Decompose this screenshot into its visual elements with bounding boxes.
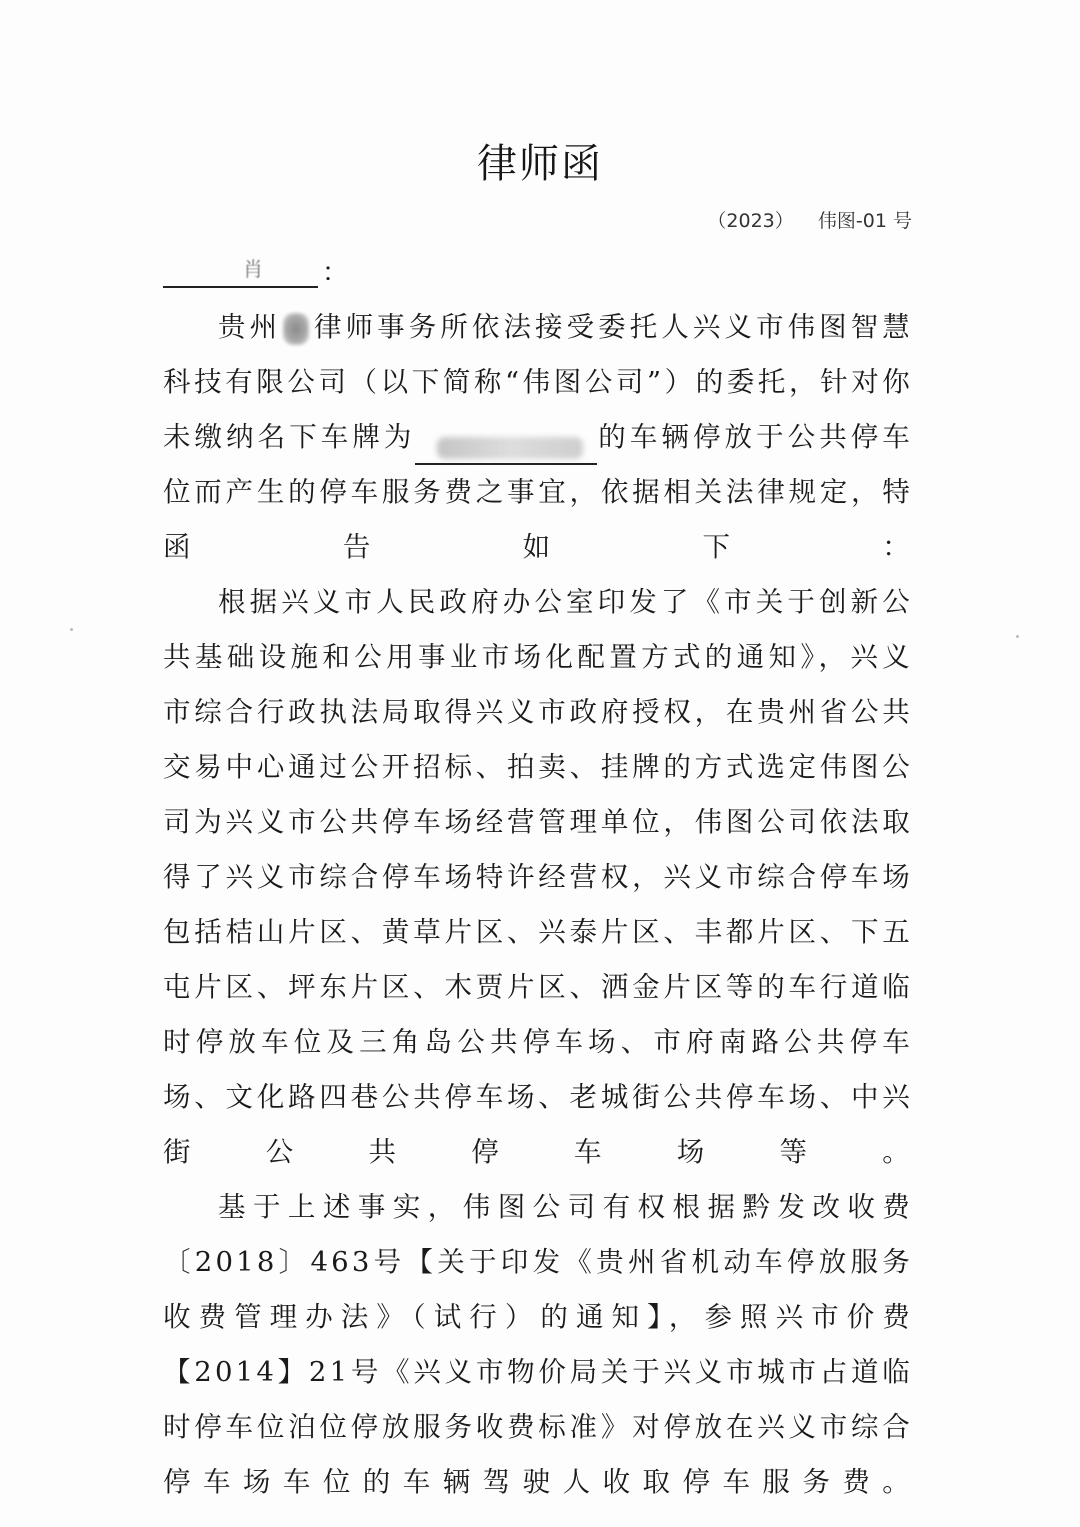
- paragraph-2: 根据兴义市人民政府办公室印发了《市关于创新公共基础设施和公用事业市场化配置方式的通知》，兴义市综合行政执法局取得兴义市政府授权，在贵州省公共交易中心通过公开招标、拍卖、挂牌的方式选定伟图公司为兴义市公共停车场经营管理单位，伟图公司依法取得了兴义市综合停车场特许经营权，兴义市综合停车场包括桔山片区、黄草片区、兴泰片区、丰都片区、下五屯片区、坪东片区、木贾片区、洒金片区等的车行道临时停放车位及三角岛公共停车场、市府南路公共停车场、文化路四巷公共停车场、老城街公共停车场、中兴街公共停车场等。: [163, 586, 913, 1168]
- redaction-mark: [283, 313, 309, 345]
- letter-body: [163, 300, 913, 1510]
- addressee-redacted-name: 肖: [243, 257, 263, 281]
- paragraph-1: [163, 300, 913, 575]
- paragraph-3: 基于上述事实，伟图公司有权根据黔发改收费〔2018〕463号【关于印发《贵州省机动车停放服务收费管理办法》（试行）的通知】，参照兴市价费【2014】21号《兴义市物价局关于兴义市城市占道临时停车位泊位停放服务收费标准》对停放在兴义市综合停车场车位的车辆驾驶人收取停车服务费。: [163, 1191, 913, 1498]
- addressee-blank-line: [163, 256, 318, 288]
- document-number: （2023） 伟图-01 号: [707, 210, 912, 232]
- paragraph-1-middle: 律师事务所依法接受委托人兴义市伟图智慧科技有限公司（以下简称“伟图公司”）的委托，针对你未缴纳名下车牌为: [163, 311, 913, 453]
- document-title: 律师函: [477, 141, 603, 187]
- addressee-colon: ：: [322, 258, 349, 288]
- license-plate-redaction: [437, 437, 583, 459]
- license-plate-blank: [415, 427, 597, 465]
- addressee: [163, 254, 348, 288]
- paragraph-1-start: 贵州: [218, 311, 282, 343]
- scan-speck: [70, 628, 73, 631]
- paragraph-1-end: 的车辆停放于公共停车位而产生的停车服务费之事宜，依据相关法律规定，特函告如下：: [163, 421, 914, 563]
- scan-speck: [1016, 635, 1019, 638]
